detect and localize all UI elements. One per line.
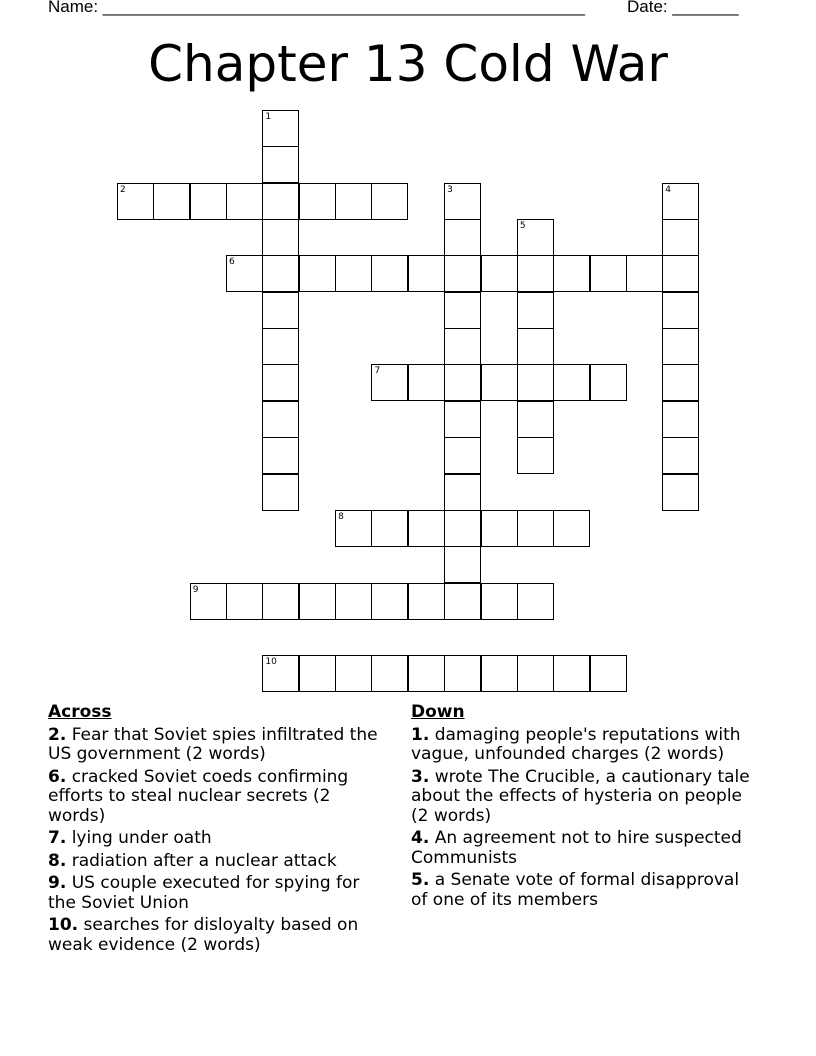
crossword-cell[interactable] bbox=[517, 510, 554, 547]
cell-number: 7 bbox=[374, 366, 381, 377]
crossword-cell[interactable] bbox=[481, 583, 518, 620]
crossword-cell[interactable] bbox=[371, 255, 408, 292]
cell-number: 5 bbox=[519, 221, 526, 232]
clue-number: 7. bbox=[48, 828, 67, 848]
clue-text: An agreement not to hire suspected Communists bbox=[411, 828, 742, 868]
crossword-cell[interactable] bbox=[662, 292, 699, 329]
clue-down bbox=[411, 768, 756, 827]
clue-across bbox=[48, 852, 388, 872]
cell-number: 1 bbox=[265, 112, 272, 122]
crossword-cell[interactable] bbox=[371, 183, 408, 220]
crossword-cell[interactable] bbox=[262, 655, 299, 692]
clue-down bbox=[411, 829, 756, 868]
crossword-cell[interactable] bbox=[662, 474, 699, 511]
clue-text: searches for disloyalty based on weak evidence (2 words) bbox=[48, 915, 359, 955]
crossword-cell[interactable] bbox=[517, 364, 554, 401]
crossword-cell[interactable] bbox=[444, 474, 481, 511]
crossword-cell[interactable] bbox=[481, 364, 518, 401]
clue-text: a Senate vote of formal disapproval of one of its members bbox=[411, 870, 740, 910]
crossword-cell[interactable] bbox=[662, 183, 699, 220]
crossword-cell[interactable] bbox=[226, 183, 263, 220]
cell-number: 9 bbox=[192, 584, 199, 595]
crossword-cell[interactable] bbox=[262, 437, 299, 474]
crossword-cell[interactable] bbox=[262, 110, 299, 147]
crossword-cell[interactable] bbox=[371, 364, 408, 401]
cell-number: 8 bbox=[338, 511, 344, 522]
crossword-cell[interactable] bbox=[408, 364, 445, 401]
crossword-cell[interactable] bbox=[553, 255, 590, 292]
crossword-cell[interactable] bbox=[590, 255, 627, 292]
crossword-cell[interactable] bbox=[153, 183, 190, 220]
crossword-cell[interactable] bbox=[262, 474, 299, 511]
crossword-cell[interactable] bbox=[262, 255, 299, 292]
crossword-cell[interactable] bbox=[299, 183, 336, 220]
clue-text: cracked Soviet coeds confirming efforts to steal nuclear secrets (2 words) bbox=[48, 766, 349, 826]
clue-number: 6. bbox=[48, 766, 67, 787]
crossword-cell[interactable] bbox=[626, 255, 663, 292]
crossword-cell[interactable] bbox=[444, 510, 481, 547]
crossword-cell[interactable] bbox=[553, 510, 590, 547]
crossword-cell[interactable] bbox=[335, 183, 372, 220]
crossword-cell[interactable] bbox=[190, 183, 227, 220]
cell-number: 10 bbox=[265, 657, 277, 668]
crossword-cell[interactable] bbox=[262, 328, 299, 365]
crossword-cell[interactable] bbox=[662, 401, 699, 438]
crossword-cell[interactable] bbox=[662, 437, 699, 474]
clue-text: US couple executed for spying for the Soviet Union bbox=[48, 873, 360, 913]
crossword-cell[interactable] bbox=[226, 255, 263, 292]
crossword-cell[interactable] bbox=[553, 655, 590, 692]
crossword-cell[interactable] bbox=[517, 255, 554, 292]
clue-across bbox=[48, 874, 388, 913]
crossword-cell[interactable] bbox=[262, 292, 299, 329]
clue-across bbox=[48, 726, 388, 765]
crossword-cell[interactable] bbox=[262, 146, 299, 183]
crossword-cell[interactable] bbox=[371, 510, 408, 547]
clue-text: wrote The Crucible, a cautionary tale about the effects of hysteria on people (2 words) bbox=[411, 766, 750, 826]
crossword-cell[interactable] bbox=[226, 583, 263, 620]
date-field-label: Date: _______ bbox=[627, 0, 739, 16]
crossword-cell[interactable] bbox=[262, 183, 299, 220]
crossword-cell[interactable] bbox=[517, 655, 554, 692]
crossword-cell[interactable] bbox=[408, 510, 445, 547]
crossword-cell[interactable] bbox=[262, 583, 299, 620]
crossword-cell[interactable] bbox=[481, 255, 518, 292]
crossword-cell[interactable] bbox=[662, 219, 699, 256]
clue-number: 10. bbox=[48, 915, 79, 935]
crossword-cell[interactable] bbox=[444, 219, 481, 256]
crossword-cell[interactable] bbox=[517, 401, 554, 438]
clue-across bbox=[48, 916, 388, 955]
down-heading: Down bbox=[411, 702, 465, 722]
crossword-cell[interactable] bbox=[335, 655, 372, 692]
clue-number: 1. bbox=[411, 724, 430, 745]
crossword-cell[interactable] bbox=[371, 583, 408, 620]
crossword-cell[interactable] bbox=[190, 583, 227, 620]
clue-down bbox=[411, 726, 756, 765]
crossword-cell[interactable] bbox=[553, 364, 590, 401]
clue-text: radiation after a nuclear attack bbox=[71, 850, 337, 871]
clue-number: 2. bbox=[48, 724, 67, 745]
page-title: Chapter 13 Cold War bbox=[148, 35, 668, 93]
cell-number: 3 bbox=[447, 184, 453, 195]
clue-number: 9. bbox=[48, 873, 67, 893]
crossword-cell[interactable] bbox=[444, 292, 481, 329]
down-clues bbox=[411, 703, 756, 913]
clue-text: damaging people's reputations with vague, unfounded charges (2 words) bbox=[411, 724, 741, 764]
clue-text: Fear that Soviet spies infiltrated the US government (2 words) bbox=[48, 724, 378, 764]
crossword-cell[interactable] bbox=[299, 655, 336, 692]
across-clues bbox=[48, 703, 388, 958]
clue-down bbox=[411, 871, 756, 910]
crossword-cell[interactable] bbox=[408, 255, 445, 292]
crossword-cell[interactable] bbox=[335, 583, 372, 620]
crossword-cell[interactable] bbox=[335, 510, 372, 547]
crossword-cell[interactable] bbox=[444, 401, 481, 438]
crossword-cell[interactable] bbox=[371, 655, 408, 692]
crossword-cell[interactable] bbox=[590, 655, 627, 692]
crossword-cell[interactable] bbox=[517, 437, 554, 474]
clue-number: 4. bbox=[411, 828, 430, 848]
across-heading: Across bbox=[48, 702, 112, 722]
clue-number: 3. bbox=[411, 766, 430, 787]
clue-number: 8. bbox=[48, 850, 67, 871]
crossword-cell[interactable] bbox=[408, 655, 445, 692]
cell-number: 4 bbox=[665, 184, 671, 195]
crossword-cell[interactable] bbox=[444, 546, 481, 583]
crossword-cell[interactable] bbox=[335, 255, 372, 292]
crossword-cell[interactable] bbox=[299, 583, 336, 620]
crossword-cell[interactable] bbox=[444, 583, 481, 620]
crossword-cell[interactable] bbox=[262, 401, 299, 438]
clue-across bbox=[48, 829, 388, 849]
crossword-cell[interactable] bbox=[517, 219, 554, 256]
crossword-cell[interactable] bbox=[481, 510, 518, 547]
crossword-cell[interactable] bbox=[662, 364, 699, 401]
crossword-cell[interactable] bbox=[444, 183, 481, 220]
crossword-cell[interactable] bbox=[444, 437, 481, 474]
cell-number: 2 bbox=[120, 184, 126, 195]
clue-text: lying under oath bbox=[71, 828, 212, 848]
crossword-cell[interactable] bbox=[117, 183, 154, 220]
crossword-cell[interactable] bbox=[662, 255, 699, 292]
clue-across bbox=[48, 768, 388, 827]
crossword-cell[interactable] bbox=[662, 328, 699, 365]
crossword-cell[interactable] bbox=[517, 292, 554, 329]
crossword-cell[interactable] bbox=[517, 583, 554, 620]
crossword-cell[interactable] bbox=[517, 328, 554, 365]
crossword-cell[interactable] bbox=[444, 328, 481, 365]
cell-number: 6 bbox=[229, 257, 235, 268]
crossword-cell[interactable] bbox=[444, 255, 481, 292]
crossword-cell[interactable] bbox=[444, 364, 481, 401]
crossword-cell[interactable] bbox=[590, 364, 627, 401]
crossword-cell[interactable] bbox=[444, 655, 481, 692]
clue-number: 5. bbox=[411, 870, 430, 890]
crossword-cell[interactable] bbox=[262, 219, 299, 256]
name-field-label: Name: ___________________________________________________ bbox=[48, 0, 585, 16]
crossword-cell[interactable] bbox=[408, 583, 445, 620]
crossword-cell[interactable] bbox=[299, 255, 336, 292]
crossword-cell[interactable] bbox=[262, 364, 299, 401]
crossword-cell[interactable] bbox=[481, 655, 518, 692]
